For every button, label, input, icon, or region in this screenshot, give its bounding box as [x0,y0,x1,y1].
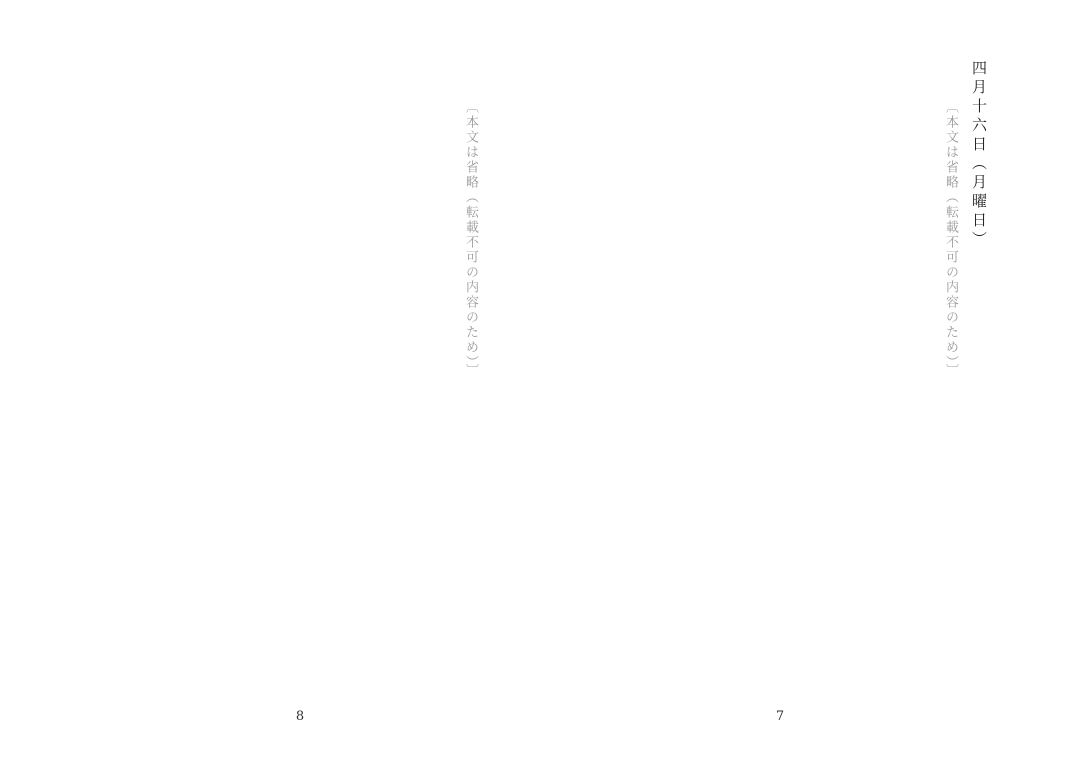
date-heading: 四月十六日（月曜日） [970,60,988,250]
two-page-layout [90,60,990,724]
redacted-body-text: 〔本文は省略（転載不可の内容のため）〕 [463,100,478,379]
page-number: 8 [295,709,305,724]
page-right [570,60,990,724]
redacted-body-text: 〔本文は省略（転載不可の内容のため）〕 [943,100,958,379]
page-number: 7 [775,709,785,724]
page-left [90,60,510,724]
